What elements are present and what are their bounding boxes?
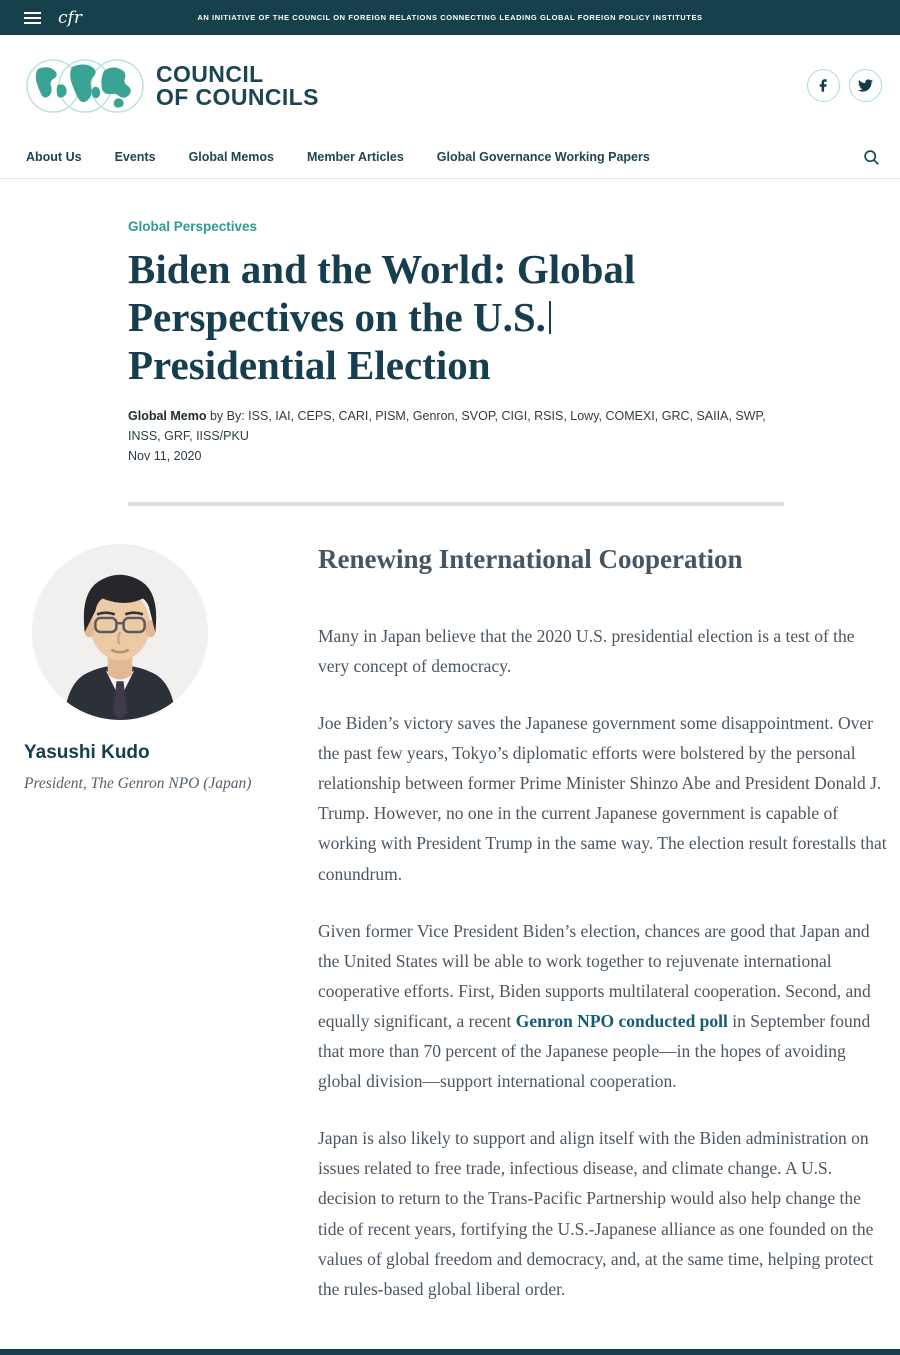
byline-date: Nov 11, 2020 <box>128 448 202 463</box>
search-icon <box>863 149 880 166</box>
search-button[interactable] <box>863 149 880 166</box>
author-name: Yasushi Kudo <box>24 741 150 763</box>
paragraph-1: Many in Japan believe that the 2020 U.S. presidential election is a test of the very concept of democracy. <box>318 625 855 676</box>
footer-bar <box>0 1349 900 1355</box>
byline-authors: by By: ISS, IAI, CEPS, CARI, PISM, Genron, SVOP, CIGI, RSIS, Lowy, COMEXI, GRC, SAIIA, SWP, INSS, GRF, IISS/PKU <box>128 408 766 443</box>
section-heading: Renewing International Cooperation <box>318 543 743 574</box>
byline-type: Global Memo <box>128 408 207 423</box>
eyebrow-global-perspectives[interactable]: Global Perspectives <box>128 219 258 234</box>
title-text-2: Presidential Election <box>128 341 491 388</box>
article-content <box>318 544 888 1331</box>
paragraph-3-text: Given former Vice President Biden’s election, chances are good that Japan and the United States will be able to work together to rejuvenate international cooperative efforts. First, Biden supports multilateral cooperation. Second, and equally significant, a recent <box>318 920 871 1031</box>
nav-item-global-governance-working-papers[interactable]: Global Governance Working Papers <box>436 150 650 164</box>
facebook-icon <box>816 78 831 93</box>
paragraph-3 <box>318 916 888 1097</box>
article-body <box>0 544 900 1331</box>
section-divider <box>128 502 784 506</box>
brand-line2: OF COUNCILS <box>156 83 319 110</box>
avatar <box>32 544 208 720</box>
paragraph-2: Joe Biden’s victory saves the Japanese government some disappointment. Over the past few years, Tokyo’s diplomatic efforts were bolstered by the personal relationship between former Prime Minister Shinzo Abe and President Donald J. Trump. However, no one in the current Japanese government is capable of working with President Trump in the same way. The election result forestalls that conundrum. <box>318 713 887 884</box>
site-header <box>0 35 900 136</box>
author-title: President, The Genron NPO (Japan) <box>24 774 252 792</box>
paragraph-4: Japan is also likely to support and align itself with the Biden administration on issues related to free trade, infectious disease, and climate change. A U.S. decision to return to the Trans-Pacific Partnership would also help change the tide of recent years, fortifying the U.S.-Japanese alliance as one founded on the values of global freedom and democracy, and, at the same time, helping protect the rules-based global liberal order. <box>318 1128 874 1299</box>
council-of-councils-logo[interactable] <box>24 57 319 115</box>
top-bar <box>0 0 900 35</box>
brand-wordmark <box>156 60 319 110</box>
text-cursor <box>549 301 551 335</box>
article-header <box>0 179 800 466</box>
nav-item-member-articles[interactable]: Member Articles <box>307 150 404 164</box>
author-card <box>24 544 318 1331</box>
social-links <box>807 69 882 102</box>
globes-logo-icon <box>24 57 146 115</box>
cfr-logo[interactable]: cfr <box>58 7 82 28</box>
nav-item-global-memos[interactable]: Global Memos <box>188 150 274 164</box>
paragraph-3-text-after: in September found that more than 70 percent of the Japanese people—in the hopes of avoiding global division—support international cooperation. <box>318 1010 871 1092</box>
genron-npo-poll-link[interactable]: Genron NPO conducted poll <box>515 1010 728 1031</box>
nav-item-events[interactable]: Events <box>114 150 156 164</box>
page-title <box>128 246 708 390</box>
author-portrait-icon <box>32 544 208 720</box>
main-nav <box>0 136 900 179</box>
brand-line1: COUNCIL <box>156 60 264 87</box>
twitter-icon <box>858 78 873 93</box>
twitter-button[interactable] <box>849 69 882 102</box>
hamburger-menu-icon[interactable] <box>24 12 41 24</box>
initiative-text: AN INITIATIVE OF THE COUNCIL ON FOREIGN RELATIONS CONNECTING LEADING GLOBAL FOREIGN POLICY INSTITUTES <box>197 13 703 22</box>
facebook-button[interactable] <box>807 69 840 102</box>
byline <box>128 406 768 466</box>
title-text-1: Biden and the World: Global Perspectives on the U.S. <box>128 246 636 340</box>
nav-item-about-us[interactable]: About Us <box>26 150 82 164</box>
